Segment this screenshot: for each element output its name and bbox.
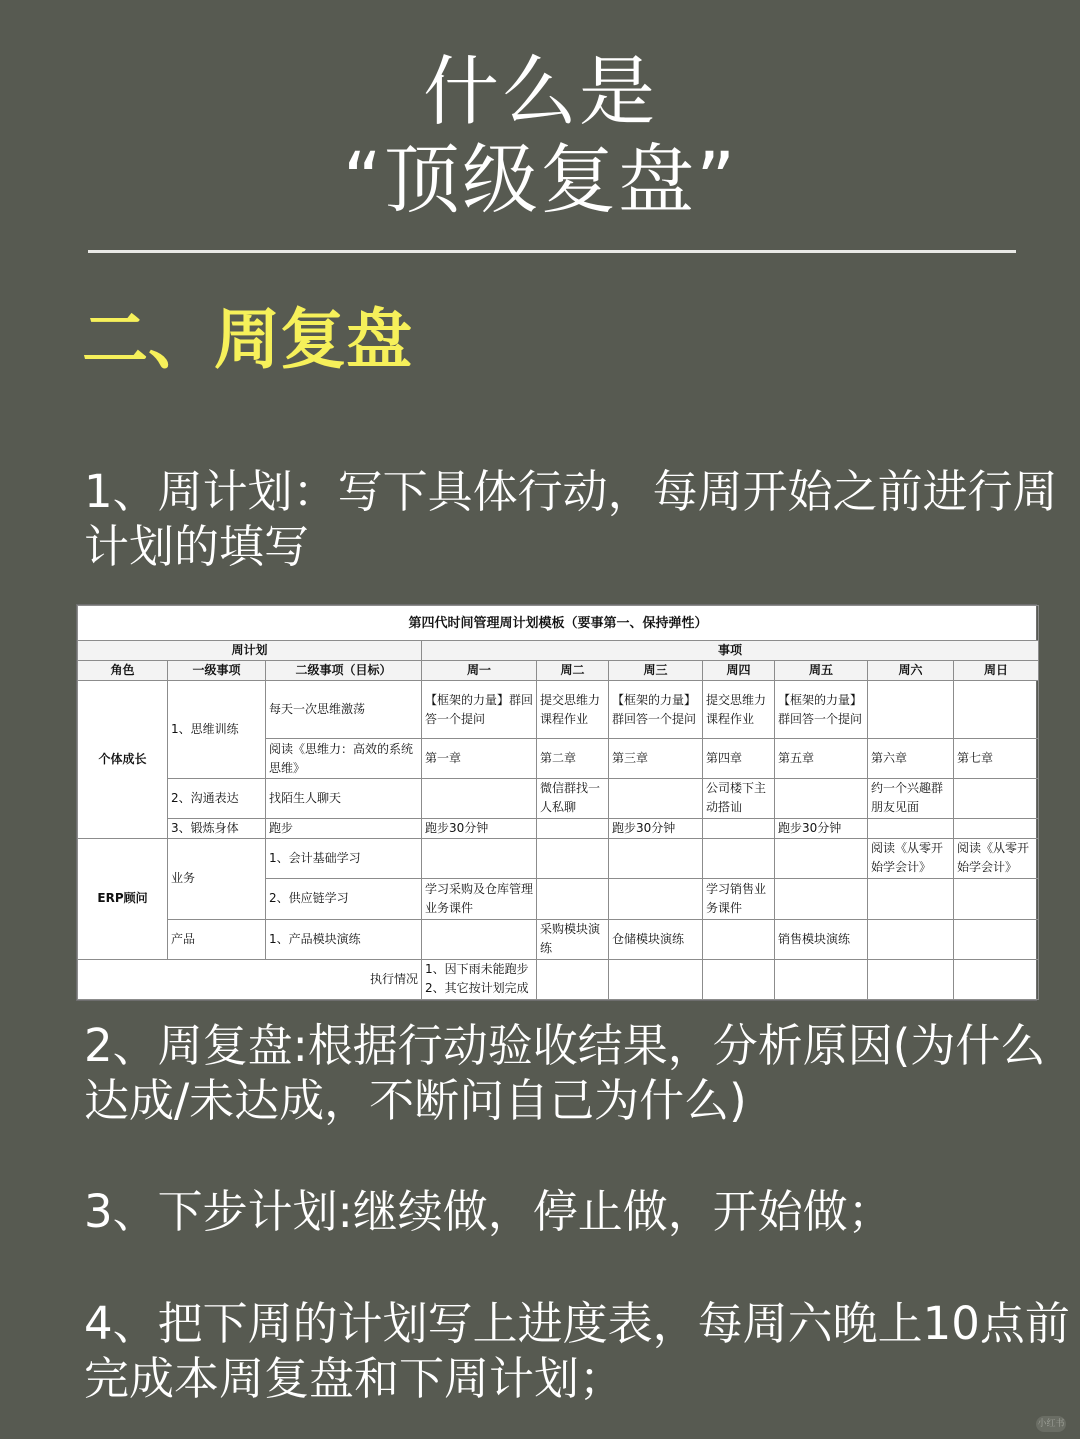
execution-row xyxy=(78,959,1039,999)
table-cell xyxy=(422,779,537,818)
table-cell xyxy=(954,959,1039,999)
table-cell xyxy=(775,959,868,999)
table-caption: 第四代时间管理周计划模板（要事第一、保持弹性） xyxy=(78,606,1039,641)
paragraph-weekly-plan: 1、周计划：写下具体行动，每周开始之前进行周计划的填写 xyxy=(84,465,1058,573)
level1-exercise: 3、锻炼身体 xyxy=(168,818,266,838)
table-row xyxy=(78,779,1039,818)
table-cell: 微信群找一人私聊 xyxy=(537,779,609,818)
table-cell: 1、会计基础学习 xyxy=(266,838,422,878)
table-cell xyxy=(868,818,954,838)
table-cell: 跑步30分钟 xyxy=(422,818,537,838)
table-row xyxy=(78,681,1039,739)
table-cell xyxy=(422,919,537,959)
table-row xyxy=(78,919,1039,959)
table-row xyxy=(78,838,1039,878)
table-cell: 第四章 xyxy=(703,739,775,779)
table-cell xyxy=(537,878,609,919)
title-divider xyxy=(88,250,1016,253)
table-cell: 阅读《从零开始学会计》 xyxy=(954,838,1039,878)
table-cell: 阅读《思维力：高效的系统思维》 xyxy=(266,739,422,779)
table-cell: 跑步30分钟 xyxy=(609,818,703,838)
execution-notes xyxy=(422,959,537,999)
column-header: 角色 xyxy=(78,661,168,681)
table-cell: 2、供应链学习 xyxy=(266,878,422,919)
level1-communication: 2、沟通表达 xyxy=(168,779,266,818)
table-cell xyxy=(609,959,703,999)
table-cell xyxy=(609,779,703,818)
level1-business: 业务 xyxy=(168,838,266,919)
table-cell xyxy=(775,878,868,919)
table-row xyxy=(78,818,1039,838)
table-cell: 阅读《从零开始学会计》 xyxy=(868,838,954,878)
table-cell: 跑步30分钟 xyxy=(775,818,868,838)
table-cell xyxy=(954,878,1039,919)
column-header: 周二 xyxy=(537,661,609,681)
table-cell: 跑步 xyxy=(266,818,422,838)
table-cell: 提交思维力课程作业 xyxy=(703,681,775,739)
group-header-items: 事项 xyxy=(422,641,1039,661)
table-cell xyxy=(703,919,775,959)
section-heading: 二、周复盘 xyxy=(82,301,412,378)
role-personal-growth: 个体成长 xyxy=(78,681,168,838)
table-cell xyxy=(954,681,1039,739)
table-cell: 第五章 xyxy=(775,739,868,779)
table-cell: 1、产品模块演练 xyxy=(266,919,422,959)
table-cell: 【框架的力量】群回答一个提问 xyxy=(422,681,537,739)
column-header: 周四 xyxy=(703,661,775,681)
paragraph-schedule: 4、把下周的计划写上进度表，每周六晚上10点前完成本周复盘和下周计划； xyxy=(84,1297,1070,1405)
table-cell: 仓储模块演练 xyxy=(609,919,703,959)
table-cell xyxy=(775,779,868,818)
table-cell xyxy=(537,959,609,999)
table-cell: 【框架的力量】群回答一个提问 xyxy=(775,681,868,739)
table-cell: 【框架的力量】群回答一个提问 xyxy=(609,681,703,739)
table-cell xyxy=(703,838,775,878)
table-cell: 学习采购及仓库管理业务课件 xyxy=(422,878,537,919)
table-cell xyxy=(609,878,703,919)
table-cell xyxy=(703,818,775,838)
watermark-logo: 小红书 xyxy=(1036,1416,1066,1432)
execution-label: 执行情况 xyxy=(78,959,422,999)
column-header: 一级事项 xyxy=(168,661,266,681)
column-header: 二级事项（目标） xyxy=(266,661,422,681)
table-cell xyxy=(775,838,868,878)
title-line-1: 什么是 xyxy=(423,47,657,136)
level1-thinking: 1、思维训练 xyxy=(168,681,266,779)
table-cell: 第一章 xyxy=(422,739,537,779)
page-title xyxy=(0,48,1080,224)
table-cell: 公司楼下主动搭讪 xyxy=(703,779,775,818)
table-cell: 约一个兴趣群朋友见面 xyxy=(868,779,954,818)
execution-note-1: 1、因下雨未能跑步 xyxy=(425,962,529,977)
table-cell: 第三章 xyxy=(609,739,703,779)
table-cell xyxy=(868,959,954,999)
table-cell: 找陌生人聊天 xyxy=(266,779,422,818)
table-cell: 学习销售业务课件 xyxy=(703,878,775,919)
table-cell xyxy=(954,818,1039,838)
table-cell xyxy=(954,919,1039,959)
execution-note-2: 2、其它按计划完成 xyxy=(425,981,529,996)
table-cell xyxy=(954,779,1039,818)
table-cell xyxy=(868,878,954,919)
column-header: 周六 xyxy=(868,661,954,681)
table-cell: 提交思维力课程作业 xyxy=(537,681,609,739)
table-cell: 第七章 xyxy=(954,739,1039,779)
paragraph-next-plan: 3、下步计划:继续做，停止做，开始做； xyxy=(84,1185,893,1238)
table-cell xyxy=(868,681,954,739)
table-cell xyxy=(422,838,537,878)
table-cell xyxy=(537,818,609,838)
level1-product: 产品 xyxy=(168,919,266,959)
table-cell xyxy=(868,919,954,959)
role-erp-consultant: ERP顾问 xyxy=(78,838,168,959)
table-cell xyxy=(609,838,703,878)
table-cell: 采购模块演练 xyxy=(537,919,609,959)
table-cell: 第二章 xyxy=(537,739,609,779)
table-cell: 每天一次思维激荡 xyxy=(266,681,422,739)
table-cell xyxy=(537,838,609,878)
column-header: 周一 xyxy=(422,661,537,681)
group-header-plan: 周计划 xyxy=(78,641,422,661)
column-header: 周五 xyxy=(775,661,868,681)
column-header: 周三 xyxy=(609,661,703,681)
table-cell xyxy=(703,959,775,999)
column-header: 周日 xyxy=(954,661,1039,681)
table-cell: 第六章 xyxy=(868,739,954,779)
paragraph-weekly-review: 2、周复盘:根据行动验收结果，分析原因(为什么达成/未达成，不断问自己为什么) xyxy=(84,1019,1046,1127)
weekly-plan-table xyxy=(76,604,1037,1001)
table-cell: 销售模块演练 xyxy=(775,919,868,959)
title-line-2: “顶级复盘” xyxy=(342,135,738,224)
